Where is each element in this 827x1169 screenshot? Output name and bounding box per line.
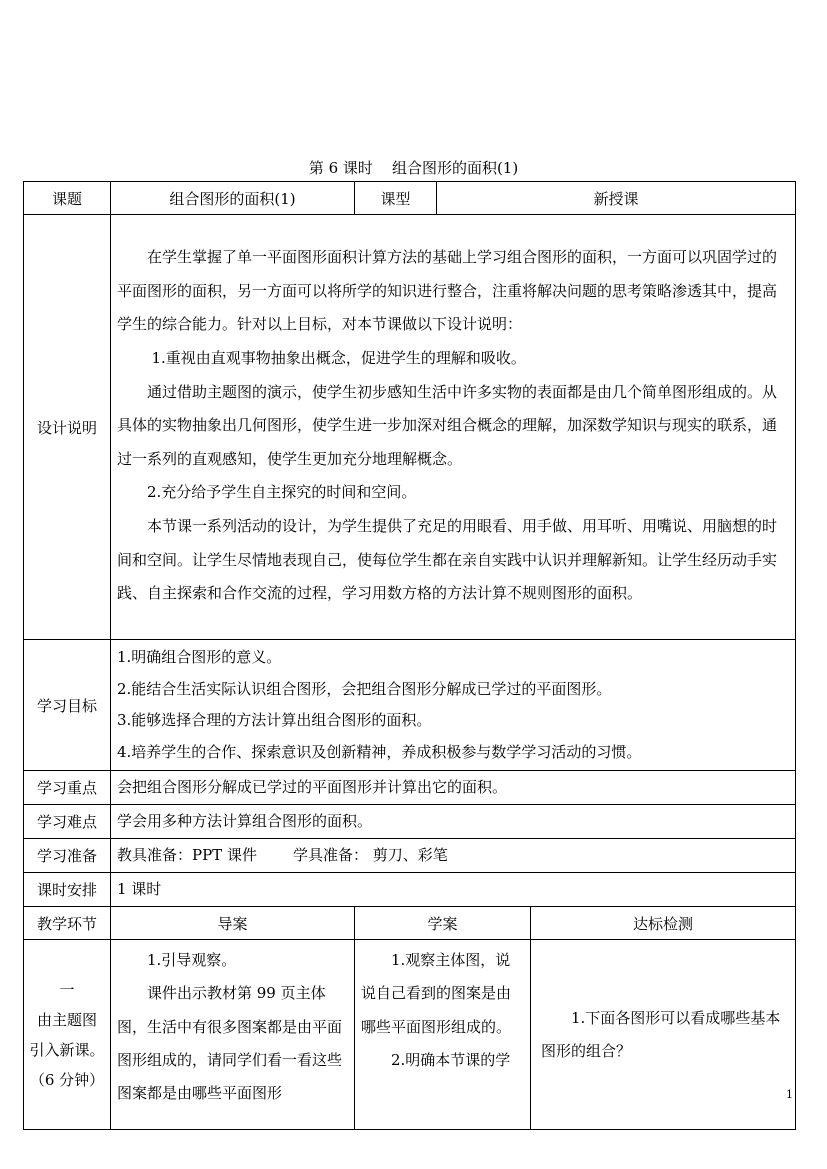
topic-label: 课题 — [24, 182, 111, 215]
design-paragraph: 通过借助主题图的演示，使学生初步感知生活中许多实物的表面都是由几个简单图形组成的。从具体的实物抽象出几何图形，使学生进一步加深对组合概念的理解，加深数学知识与现实的联系，通过一系列的直观感知，使学生更加充分地理解概念。 — [117, 382, 778, 468]
stage-1-row — [24, 940, 796, 1130]
goals-label: 学习目标 — [24, 640, 111, 771]
study-step: 1.观察主体图，说说自己看到的图案是由哪些平面图形组成的。 — [361, 951, 512, 1036]
page-title: 第 6 课时 组合图形的面积(1) — [308, 159, 519, 177]
column-header-study: 学案 — [355, 907, 531, 940]
goal-item: 1.明确组合图形的意义。 — [117, 648, 282, 666]
goal-item: 4.培养学生的合作、探索意识及创新精神，养成积极参与数学学习活动的习惯。 — [117, 742, 642, 761]
column-header-guide: 导案 — [111, 907, 355, 940]
schedule-row — [24, 873, 796, 907]
goal-item: 3.能够选择合理的方法计算出组合图形的面积。 — [117, 711, 432, 729]
study-step: 2.明确本节课的学 — [391, 1050, 511, 1069]
design-label: 设计说明 — [24, 215, 111, 640]
key-point-value: 会把组合图形分解成已学过的平面图形并计算出它的面积。 — [111, 771, 796, 805]
topic-row — [24, 182, 796, 215]
key-point-row — [24, 771, 796, 805]
key-point-label: 学习重点 — [24, 771, 111, 805]
guide-text: 课件出示教材第 99 页主体图，生活中有很多图案都是由平面图形组成的，请同学们看一看这些图案都是由哪些平面图形 — [117, 984, 343, 1103]
stage-time: （6 分钟） — [29, 1070, 105, 1089]
type-label: 课型 — [355, 182, 437, 215]
goals-row — [24, 640, 796, 771]
stage-name-line: 由主题图 — [36, 1010, 97, 1029]
preparation-row — [24, 839, 796, 873]
column-header-check: 达标检测 — [531, 907, 796, 940]
check-cell — [531, 940, 796, 1130]
goal-item: 2.能结合生活实际认识组合图形，会把组合图形分解成已学过的平面图形。 — [117, 679, 612, 698]
goals-content — [111, 640, 796, 771]
columns-header-row — [24, 907, 796, 940]
check-question: 1.下面各图形可以看成哪些基本图形的组合？ — [541, 1008, 781, 1060]
schedule-value: 1 课时 — [111, 873, 796, 907]
topic-value: 组合图形的面积(1) — [111, 182, 355, 215]
difficulty-label: 学习难点 — [24, 805, 111, 839]
guide-cell — [111, 940, 355, 1130]
design-point-1: 1.重视由直观事物抽象出概念，促进学生的理解和吸收。 — [151, 349, 526, 368]
difficulty-value: 学会用多种方法计算组合图形的面积。 — [111, 805, 796, 839]
design-point-2: 2.充分给予学生自主探究的时间和空间。 — [147, 483, 417, 502]
design-paragraph: 本节课一系列活动的设计，为学生提供了充足的用眼看、用手做、用耳听、用嘴说、用脑想的时间和空间。让学生尽情地表现自己，使每位学生都在亲自实践中认识并理解新知。让学生经历动手实践、自主探索和合作交流的过程，学习用数方格的方法计算不规则图形的面积。 — [117, 516, 778, 603]
design-content — [111, 215, 796, 640]
teacher-prep: 教具准备：PPT 课件 — [117, 846, 257, 864]
stage-1-cell — [24, 940, 111, 1130]
guide-step: 1.引导观察。 — [147, 951, 237, 969]
preparation-label: 学习准备 — [24, 839, 111, 873]
stage-name-line: 引入新课。 — [29, 1040, 105, 1059]
column-header-stage: 教学环节 — [24, 907, 111, 940]
difficulty-row — [24, 805, 796, 839]
preparation-value — [111, 839, 796, 873]
type-value: 新授课 — [437, 182, 796, 215]
page-number: 1 — [786, 1088, 793, 1101]
study-cell — [355, 940, 531, 1130]
student-prep: 学具准备： 剪刀、彩笔 — [292, 846, 448, 864]
design-row — [24, 215, 796, 640]
schedule-label: 课时安排 — [24, 873, 111, 907]
stage-number: 一 — [59, 980, 75, 999]
lesson-plan-table — [23, 181, 796, 1130]
design-paragraph: 在学生掌握了单一平面图形面积计算方法的基础上学习组合图形的面积，一方面可以巩固学过的平面图形的面积，另一方面可以将所学的知识进行整合，注重将解决问题的思考策略渗透其中，提高学生的综合能力。针对以上目标，对本节课做以下设计说明： — [117, 248, 778, 334]
